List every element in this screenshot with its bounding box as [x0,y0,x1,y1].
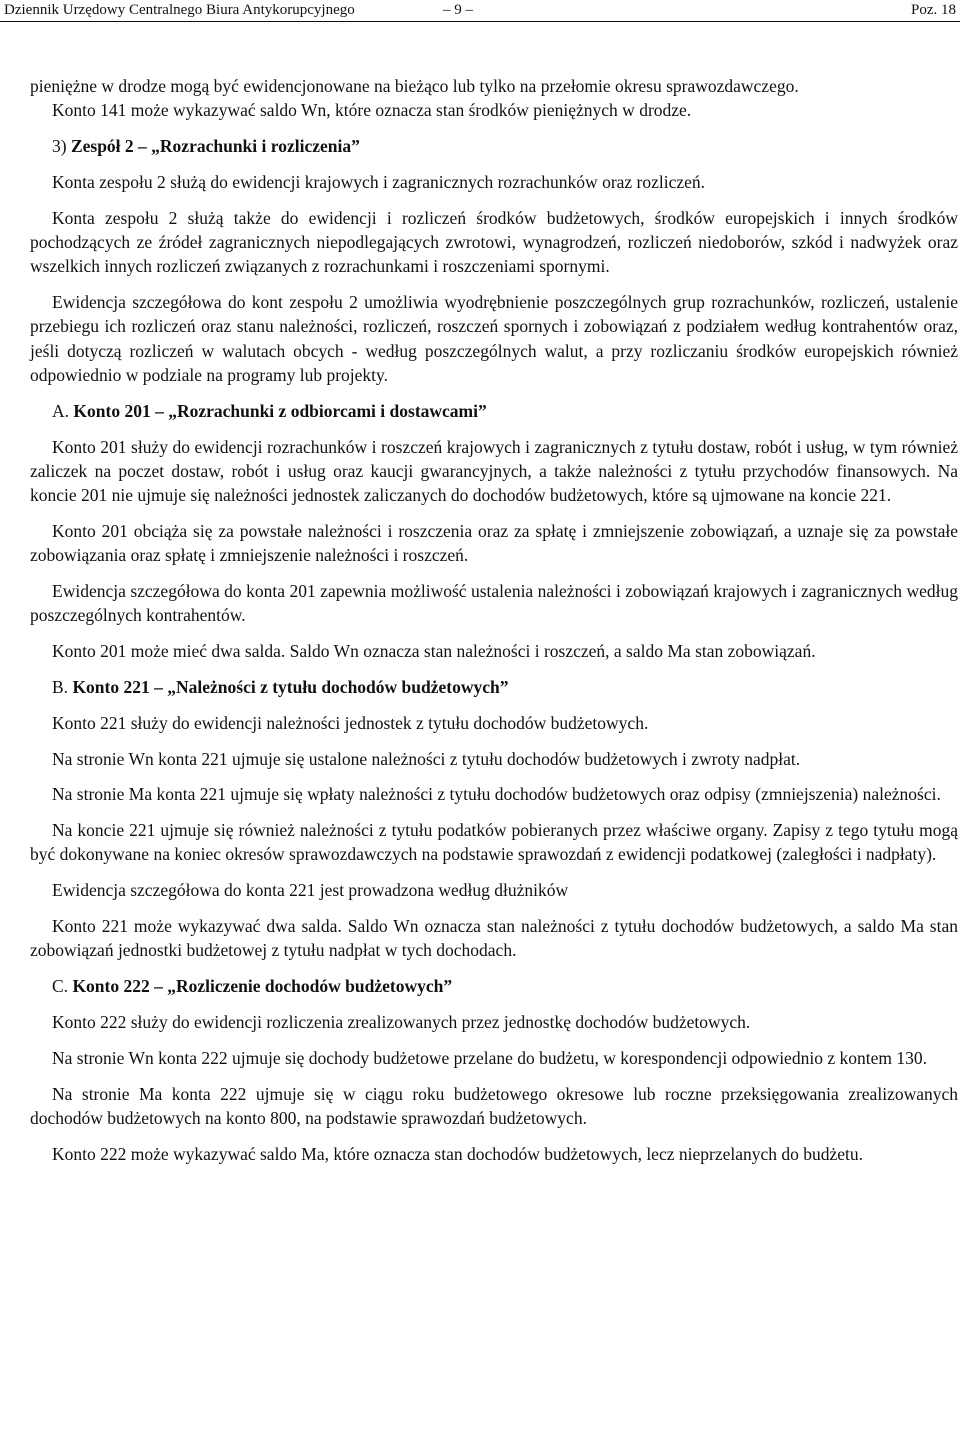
paragraph-konto-222-wn: Na stronie Wn konta 222 ujmuje się dochody budżetowe przelane do budżetu, w korespondencji odpowiednio z kontem 130. [52,1047,927,1068]
paragraph-konto-221-balance: Konto 221 może wykazywać dwa salda. Saldo Wn oznacza stan należności z tytułu dochodów budżetowych, a saldo Ma stan zobowiązań jednostki budżetowej z tytułu nadpłat w tych dochodach. [30,916,958,961]
subsection-heading-konto-221 [30,675,958,699]
subsection-title: Konto 222 – „Rozliczenie dochodów budżetowych” [72,976,453,997]
paragraph-konto-141-saldo: Konto 141 może wykazywać saldo Wn, które oznacza stan środków pieniężnych w drodze. [52,100,692,121]
paragraph-intro-continuation: pieniężne w drodze mogą być ewidencjonowane na bieżąco lub tylko na przełomie okresu sprawozdawczego. [30,76,799,96]
paragraph-konto-201-detail: Ewidencja szczegółowa do konta 201 zapewnia możliwość ustalenia należności i zobowiązań krajowych i zagranicznych według poszczególnych kontrahentów. [30,581,958,626]
subsection-letter: A. [52,400,70,421]
paragraph-zespol-2-scope: Konta zespołu 2 służą także do ewidencji i rozliczeń środków budżetowych, środków europejskich i innych środków pochodzących ze źródeł zagranicznych niepodlegających zwrotowi, wynagrodzeń, rozliczeń niedoborów, szkód i nadwyżek oraz wszelkich innych rozliczeń związanych z rozrachunkami i roszczeniami spornymi. [30,207,958,277]
paragraph-konto-201-entries: Konto 201 obciąża się za powstałe należności i roszczenia oraz za spłatę i zmniejszenie zobowiązań, a uznaje się za powstałe zobowiązania oraz spłatę i zmniejszenie należności i roszczeń. [30,520,958,566]
paragraph-konto-221-purpose: Konto 221 służy do ewidencji należności jednostek z tytułu dochodów budżetowych. [52,712,649,733]
section-title: Zespół 2 – „Rozrachunki i rozliczenia” [70,136,360,157]
subsection-heading-konto-201 [30,399,958,423]
document-body [30,74,958,1177]
subsection-letter: C. [52,976,69,997]
paragraph-konto-221-detail: Ewidencja szczegółowa do konta 221 jest prowadzona według dłużników [52,880,569,901]
paragraph-konto-222-balance: Konto 222 może wykazywać saldo Ma, które oznacza stan dochodów budżetowych, lecz nieprzelanych do budżetu. [52,1143,864,1164]
subsection-title: Konto 201 – „Rozrachunki z odbiorcami i dostawcami” [73,400,487,421]
paragraph-konto-201-purpose: Konto 201 służy do ewidencji rozrachunków i roszczeń krajowych i zagranicznych z tytułu dostaw, robót i usług, w tym również zaliczek na poczet dostaw, robót i usług oraz kaucji gwarancyjnych, a także należności z tytułu przychodów finansowych. Na koncie 201 nie ujmuje się należności jednostek zaliczanych do dochodów budżetowych, które są ujmowane na koncie 221. [30,436,958,506]
subsection-letter: B. [52,676,69,697]
journal-title: Dziennik Urzędowy Centralnego Biura Antykorupcyjnego [4,2,355,18]
header-rule [0,21,960,22]
paragraph-zespol-2-purpose: Konta zespołu 2 służą do ewidencji krajowych i zagranicznych rozrachunków oraz rozliczeń. [52,171,706,192]
subsection-title: Konto 221 – „Należności z tytułu dochodów budżetowych” [72,676,509,697]
paragraph-konto-221-taxes: Na koncie 221 ujmuje się również należności z tytułu podatków pobieranych przez właściwe organy. Zapisy z tego tytułu mogą być dokonywane na koniec okresów sprawozdawczych na podstawie sprawozdań z ewidencji podatkowej (zaległości i nadpłaty). [30,820,958,865]
paragraph-konto-221-wn: Na stronie Wn konta 221 ujmuje się ustalone należności z tytułu dochodów budżetowych i zwroty nadpłat. [52,748,801,769]
paragraph-zespol-2-detail: Ewidencja szczegółowa do kont zespołu 2 umożliwia wyodrębnienie poszczególnych grup rozrachunków, rozliczeń, ustalenie przebiegu ich rozliczeń oraz stanu należności, rozliczeń, roszczeń spornych i zobowiązań z podziałem według kontrahentów oraz, jeśli dotyczą rozliczeń w walutach obcych - według poszczególnych walut, a przy rozliczaniu środków europejskich również odpowiednio w podziale na programy lub projekty. [30,292,958,385]
section-heading-zespol-2 [30,134,958,158]
paragraph-konto-222-purpose: Konto 222 służy do ewidencji rozliczenia zrealizowanych przez jednostkę dochodów budżetowych. [52,1011,751,1032]
section-number: 3) [52,136,67,157]
page-header [0,0,960,22]
position-number: Poz. 18 [911,2,956,18]
page-number: – 9 – [443,2,473,18]
paragraph-konto-221-ma: Na stronie Ma konta 221 ujmuje się wpłaty należności z tytułu dochodów budżetowych oraz odpisy (zmniejszenia) należności. [52,784,941,805]
paragraph-konto-201-balance: Konto 201 może mieć dwa salda. Saldo Wn oznacza stan należności i roszczeń, a saldo Ma stan zobowiązań. [52,641,816,662]
subsection-heading-konto-222 [30,974,958,998]
paragraph-konto-222-ma: Na stronie Ma konta 222 ujmuje się w ciągu roku budżetowego okresowe lub roczne przeksięgowania zrealizowanych dochodów budżetowych na konto 800, na podstawie sprawozdań budżetowych. [30,1083,958,1128]
